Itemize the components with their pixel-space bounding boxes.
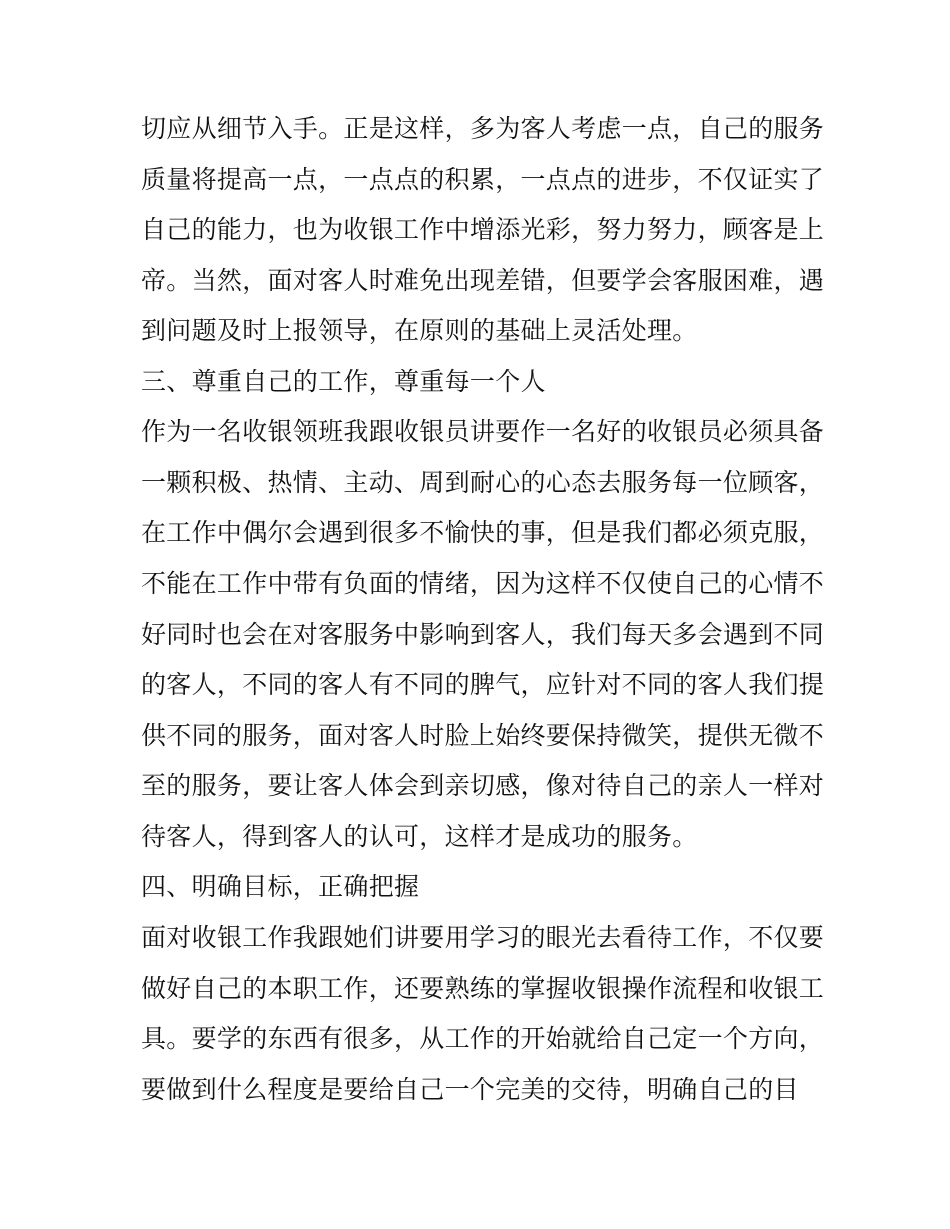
paragraph-line: 切应从细节入手。正是这样，多为客人考虑一点，自己的服务 bbox=[141, 114, 825, 143]
paragraph-line: 的客人，不同的客人有不同的脾气，应针对不同的客人我们提 bbox=[141, 670, 825, 699]
paragraph-line: 供不同的服务，面对客人时脸上始终要保持微笑，提供无微不 bbox=[141, 721, 825, 750]
paragraph-line: 具。要学的东西有很多，从工作的开始就给自己定一个方向， bbox=[141, 1024, 825, 1053]
paragraph-line: 做好自己的本职工作，还要熟练的掌握收银操作流程和收银工 bbox=[141, 974, 825, 1003]
paragraph-line: 不能在工作中带有负面的情绪，因为这样不仅使自己的心情不 bbox=[141, 569, 825, 598]
paragraph-line: 好同时也会在对客服务中影响到客人，我们每天多会遇到不同 bbox=[141, 620, 825, 649]
paragraph-line: 一颗积极、热情、主动、周到耐心的心态去服务每一位顾客， bbox=[141, 468, 825, 497]
paragraph-line: 至的服务，要让客人体会到亲切感，像对待自己的亲人一样对 bbox=[141, 771, 825, 800]
paragraph-line: 待客人，得到客人的认可，这样才是成功的服务。 bbox=[141, 822, 698, 851]
paragraph-line: 自己的能力，也为收银工作中增添光彩，努力努力，顾客是上 bbox=[141, 215, 825, 244]
paragraph-line: 质量将提高一点，一点点的积累，一点点的进步，不仅证实了 bbox=[141, 165, 825, 194]
paragraph-line: 要做到什么程度是要给自己一个完美的交待，明确自己的目 bbox=[141, 1075, 799, 1104]
paragraph-line: 到问题及时上报领导，在原则的基础上灵活处理。 bbox=[141, 316, 698, 345]
paragraph-line: 帝。当然，面对客人时难免出现差错，但要学会客服困难，遇 bbox=[141, 266, 825, 295]
paragraph-line: 面对收银工作我跟她们讲要用学习的眼光去看待工作，不仅要 bbox=[141, 923, 825, 952]
paragraph-line: 在工作中偶尔会遇到很多不愉快的事，但是我们都必须克服， bbox=[141, 518, 825, 547]
paragraph-line: 作为一名收银领班我跟收银员讲要作一名好的收银员必须具备 bbox=[141, 417, 825, 446]
section-heading: 四、明确目标，正确把握 bbox=[141, 872, 420, 901]
section-heading: 三、尊重自己的工作，尊重每一个人 bbox=[141, 367, 546, 396]
